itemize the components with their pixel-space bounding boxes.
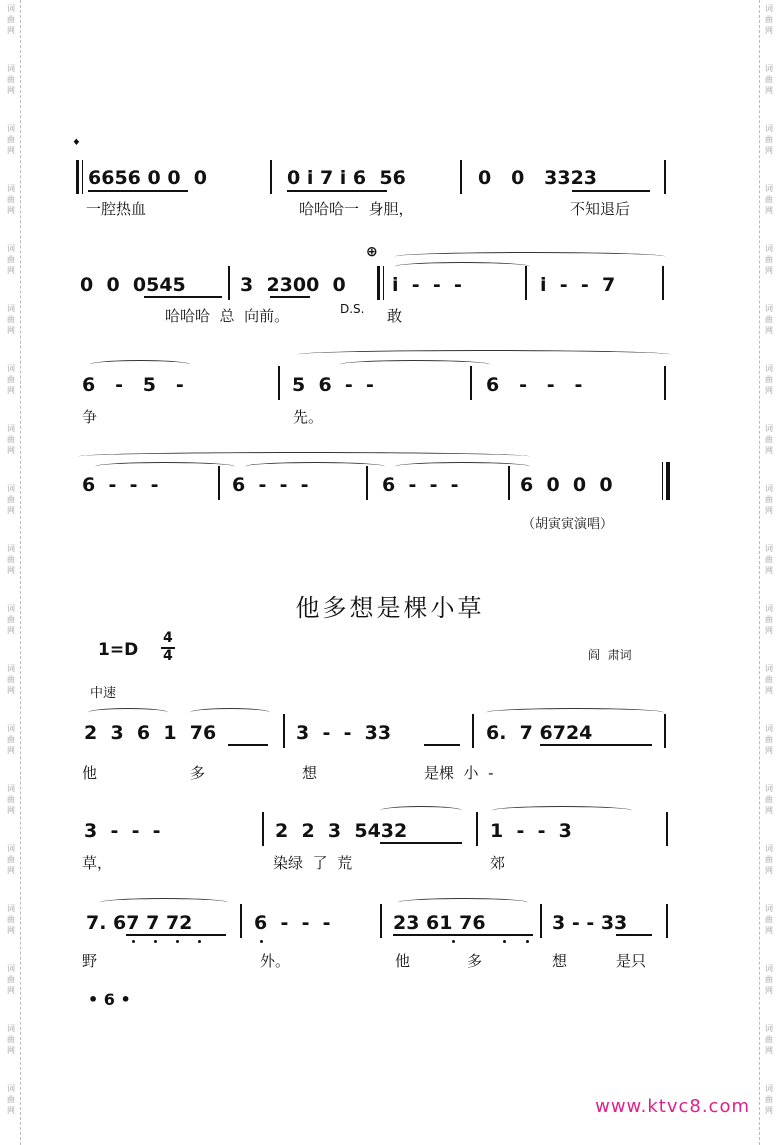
barline xyxy=(476,812,478,846)
margin-watermark-glyph: 词 xyxy=(765,424,773,433)
margin-watermark-glyph: 曲 xyxy=(7,855,15,864)
barline xyxy=(262,812,264,846)
measure-notes: 7. 67 7 72 xyxy=(86,912,193,934)
margin-watermark-glyph: 词 xyxy=(765,484,773,493)
beam-line xyxy=(380,842,462,844)
margin-watermark-glyph: 曲 xyxy=(7,375,15,384)
tie-arc xyxy=(95,462,235,471)
margin-watermark-glyph: 曲 xyxy=(7,615,15,624)
tie-arc xyxy=(88,708,168,717)
low-octave-dot xyxy=(198,940,201,943)
margin-watermark-glyph: 曲 xyxy=(765,975,773,984)
margin-watermark-glyph: 曲 xyxy=(765,255,773,264)
beam-line xyxy=(126,934,226,936)
lyric: 想 xyxy=(302,764,318,782)
margin-watermark-glyph: 词 xyxy=(7,484,15,493)
margin-watermark-glyph: 曲 xyxy=(7,135,15,144)
tie-arc xyxy=(395,262,530,271)
low-octave-dot xyxy=(154,940,157,943)
margin-watermark-glyph: 曲 xyxy=(765,75,773,84)
dal-segno-mark: D.S. xyxy=(340,302,365,316)
margin-watermark-glyph: 网 xyxy=(765,626,773,635)
measure-notes: 0 0 0545 xyxy=(80,274,186,296)
margin-watermark-glyph: 词 xyxy=(765,544,773,553)
margin-watermark-glyph: 词 xyxy=(7,244,15,253)
beam-line xyxy=(144,296,222,298)
tie-arc xyxy=(395,252,665,261)
barline xyxy=(664,160,666,194)
barline xyxy=(666,812,668,846)
lyric: 多 xyxy=(190,764,206,782)
margin-watermark-glyph: 词 xyxy=(7,904,15,913)
time-signature-top: 4 xyxy=(163,630,173,646)
lyric: 敢 xyxy=(387,307,403,325)
margin-watermark-glyph: 网 xyxy=(765,1106,773,1115)
segno-mark: 𝄌 xyxy=(74,137,79,153)
barline xyxy=(460,160,462,194)
measure-notes: 6 0 0 0 xyxy=(520,474,613,496)
beam-line xyxy=(287,190,387,192)
page-number: • 6 • xyxy=(88,990,131,1009)
measure-notes: 3 2300 0 xyxy=(240,274,346,296)
margin-watermark-glyph: 曲 xyxy=(765,435,773,444)
margin-watermark-glyph: 网 xyxy=(765,146,773,155)
margin-watermark-glyph: 词 xyxy=(7,364,15,373)
tie-arc xyxy=(340,360,490,369)
margin-watermark-glyph: 网 xyxy=(765,326,773,335)
measure-notes: 6 - - - xyxy=(254,912,331,934)
margin-watermark-glyph: 网 xyxy=(765,26,773,35)
margin-watermark-glyph: 曲 xyxy=(7,915,15,924)
margin-watermark-glyph: 网 xyxy=(7,146,15,155)
coda-mark: ⊕ xyxy=(366,244,378,260)
margin-watermark-glyph: 曲 xyxy=(7,735,15,744)
lyric: 哈哈哈 总 向前。 xyxy=(165,307,290,325)
measure-notes: 3 - - - xyxy=(84,820,161,842)
measure-notes: 6 - - - xyxy=(232,474,309,496)
margin-watermark-glyph: 曲 xyxy=(7,795,15,804)
beam-line xyxy=(228,744,268,746)
margin-watermark-glyph: 曲 xyxy=(765,855,773,864)
margin-watermark-glyph: 词 xyxy=(7,1084,15,1093)
lyric: 争 xyxy=(82,408,98,426)
barline xyxy=(508,466,510,500)
double-barline xyxy=(377,266,380,300)
low-octave-dot xyxy=(260,940,263,943)
measure-notes: i - - - xyxy=(392,274,462,296)
key-signature: 1=D xyxy=(98,640,139,660)
margin-watermark-glyph: 曲 xyxy=(765,15,773,24)
site-url-text: www.ktvc8.com xyxy=(595,1096,750,1117)
margin-watermark-glyph: 曲 xyxy=(765,615,773,624)
margin-watermark-glyph: 网 xyxy=(7,566,15,575)
barline xyxy=(380,904,382,938)
barline xyxy=(366,466,368,500)
repeat-start-thin-bar xyxy=(82,160,83,194)
margin-watermark-glyph: 词 xyxy=(765,904,773,913)
barline xyxy=(472,714,474,748)
margin-watermark-glyph: 网 xyxy=(7,866,15,875)
margin-watermark-glyph: 曲 xyxy=(765,135,773,144)
measure-notes: 6 - - - xyxy=(82,474,159,496)
lyricist-credit: 阎 肃词 xyxy=(588,648,632,662)
margin-watermark-glyph: 曲 xyxy=(765,195,773,204)
margin-watermark-glyph: 网 xyxy=(7,806,15,815)
beam-line xyxy=(424,744,460,746)
final-barline-thin xyxy=(662,462,663,500)
lyric: 郊 xyxy=(490,854,506,872)
barline xyxy=(470,366,472,400)
beam-line xyxy=(540,744,652,746)
tie-arc xyxy=(90,360,190,369)
margin-watermark-glyph: 词 xyxy=(7,724,15,733)
measure-1-notes: 6656 0 0 0 xyxy=(88,167,208,189)
measure-notes: 23 61 76 xyxy=(393,912,486,934)
margin-watermark-glyph: 曲 xyxy=(7,15,15,24)
tie-arc xyxy=(245,462,385,471)
lyric: 是棵 小 - xyxy=(424,764,494,782)
measure-notes: 5 6 - - xyxy=(292,374,374,396)
tempo-marking: 中速 xyxy=(90,686,117,701)
margin-watermark-glyph: 曲 xyxy=(765,675,773,684)
margin-watermark-glyph: 网 xyxy=(765,926,773,935)
margin-watermark-glyph: 词 xyxy=(7,1024,15,1033)
margin-watermark-glyph: 词 xyxy=(7,784,15,793)
margin-watermark-glyph: 曲 xyxy=(7,555,15,564)
margin-watermark-glyph: 词 xyxy=(7,4,15,13)
margin-watermark-glyph: 网 xyxy=(765,1046,773,1055)
margin-watermark-glyph: 词 xyxy=(7,664,15,673)
beam-line xyxy=(616,934,652,936)
margin-watermark-glyph: 网 xyxy=(7,1046,15,1055)
margin-watermark-glyph: 曲 xyxy=(765,735,773,744)
measure-notes: 3 - - 33 xyxy=(552,912,628,934)
lyric: 他 xyxy=(82,764,98,782)
margin-watermark-glyph: 网 xyxy=(765,206,773,215)
final-barline-thick xyxy=(666,462,670,500)
margin-watermark-glyph: 网 xyxy=(7,746,15,755)
margin-watermark-glyph: 词 xyxy=(765,244,773,253)
margin-watermark-glyph: 词 xyxy=(765,604,773,613)
barline xyxy=(664,714,666,748)
margin-watermark-glyph: 词 xyxy=(765,124,773,133)
margin-watermark-glyph: 网 xyxy=(765,686,773,695)
margin-watermark-glyph: 词 xyxy=(7,184,15,193)
low-octave-dot xyxy=(452,940,455,943)
margin-watermark-glyph: 词 xyxy=(765,844,773,853)
margin-watermark-glyph: 曲 xyxy=(765,915,773,924)
margin-watermark-glyph: 词 xyxy=(7,544,15,553)
margin-watermark-glyph: 曲 xyxy=(7,255,15,264)
lyric: 外。 xyxy=(260,952,291,970)
margin-watermark-glyph: 网 xyxy=(765,866,773,875)
measure-notes: 3 - - 33 xyxy=(296,722,392,744)
margin-watermark-glyph: 网 xyxy=(7,26,15,35)
margin-watermark-glyph: 曲 xyxy=(7,975,15,984)
song-title: 他多想是棵小草 xyxy=(295,594,485,622)
margin-watermark-glyph: 词 xyxy=(7,124,15,133)
margin-watermark-glyph: 网 xyxy=(7,626,15,635)
margin-watermark-glyph: 词 xyxy=(7,964,15,973)
margin-watermark-glyph: 网 xyxy=(7,986,15,995)
margin-watermark-glyph: 曲 xyxy=(765,555,773,564)
margin-watermark-glyph: 词 xyxy=(765,1024,773,1033)
barline xyxy=(240,904,242,938)
margin-watermark-glyph: 网 xyxy=(765,386,773,395)
beam-line xyxy=(270,296,310,298)
measure-notes: 6 - 5 - xyxy=(82,374,184,396)
margin-watermark-glyph: 网 xyxy=(765,986,773,995)
margin-watermark-glyph: 词 xyxy=(765,664,773,673)
margin-watermark-glyph: 曲 xyxy=(765,1035,773,1044)
margin-watermark-glyph: 网 xyxy=(765,566,773,575)
margin-watermark-glyph: 网 xyxy=(7,326,15,335)
lyric: 想 xyxy=(552,952,568,970)
tie-arc xyxy=(100,898,228,907)
margin-watermark-glyph: 词 xyxy=(765,724,773,733)
lyric: 先。 xyxy=(293,408,324,426)
margin-watermark-glyph: 词 xyxy=(765,184,773,193)
tie-arc xyxy=(190,708,270,717)
lyric: 染绿 了 荒 xyxy=(273,854,353,872)
margin-watermark-glyph: 词 xyxy=(765,364,773,373)
measure-notes: 6. 7 6724 xyxy=(486,722,593,744)
margin-watermark-glyph: 词 xyxy=(765,964,773,973)
margin-watermark-glyph: 网 xyxy=(7,1106,15,1115)
repeat-start-bar xyxy=(76,160,79,194)
margin-watermark-glyph: 网 xyxy=(7,926,15,935)
margin-watermark-glyph: 网 xyxy=(7,386,15,395)
margin-watermark-glyph: 词 xyxy=(7,844,15,853)
margin-watermark-glyph: 曲 xyxy=(7,315,15,324)
margin-watermark-glyph: 词 xyxy=(765,304,773,313)
lyric: 一腔热血 xyxy=(86,200,147,218)
margin-watermark-glyph: 曲 xyxy=(765,1095,773,1104)
margin-watermark-glyph: 曲 xyxy=(765,375,773,384)
margin-watermark-glyph: 网 xyxy=(765,86,773,95)
barline xyxy=(666,904,668,938)
measure-3-notes: 0 0 3323 xyxy=(478,167,598,189)
lyric: 哈哈哈一 身胆， xyxy=(299,200,414,218)
measure-notes: 6 - - - xyxy=(486,374,583,396)
margin-watermark-glyph: 曲 xyxy=(7,495,15,504)
margin-watermark-glyph: 网 xyxy=(7,446,15,455)
low-octave-dot xyxy=(132,940,135,943)
beam-line xyxy=(572,190,650,192)
tie-arc xyxy=(486,708,664,717)
measure-notes: i - - 7 xyxy=(540,274,616,296)
margin-watermark-glyph: 网 xyxy=(765,506,773,515)
margin-watermark-glyph: 曲 xyxy=(7,675,15,684)
margin-watermark-glyph: 词 xyxy=(765,1084,773,1093)
tie-arc xyxy=(298,350,670,359)
margin-watermark-glyph: 曲 xyxy=(765,315,773,324)
lyric: 草， xyxy=(82,854,113,872)
lyric: 是只 xyxy=(616,952,647,970)
margin-watermark-glyph: 曲 xyxy=(765,495,773,504)
margin-watermark-glyph: 网 xyxy=(7,686,15,695)
barline xyxy=(218,466,220,500)
margin-watermark-glyph: 网 xyxy=(7,266,15,275)
margin-watermark-glyph: 曲 xyxy=(7,435,15,444)
low-octave-dot xyxy=(526,940,529,943)
margin-watermark-glyph: 网 xyxy=(7,86,15,95)
margin-watermark-glyph: 词 xyxy=(7,604,15,613)
barline xyxy=(283,714,285,748)
lyric: 他 xyxy=(395,952,411,970)
measure-notes: 6 - - - xyxy=(382,474,459,496)
barline xyxy=(228,266,230,300)
beam-line xyxy=(88,190,188,192)
tie-arc xyxy=(78,452,530,461)
time-signature-bottom: 4 xyxy=(163,648,173,664)
margin-watermark-glyph: 词 xyxy=(765,784,773,793)
lyric: 不知退后 xyxy=(570,200,631,218)
lyric: 多 xyxy=(467,952,483,970)
lyric: 野 xyxy=(82,952,98,970)
measure-2-notes: 0 i 7 i 6 56 xyxy=(287,167,406,189)
measure-notes: 2 2 3 5432 xyxy=(275,820,408,842)
margin-watermark-glyph: 词 xyxy=(7,424,15,433)
measure-notes: 1 - - 3 xyxy=(490,820,572,842)
margin-watermark-glyph: 词 xyxy=(765,4,773,13)
performer-credit: （胡寅寅演唱） xyxy=(522,517,614,532)
margin-watermark-glyph: 曲 xyxy=(7,1035,15,1044)
margin-watermark-glyph: 词 xyxy=(7,64,15,73)
margin-watermark-glyph: 曲 xyxy=(7,1095,15,1104)
barline xyxy=(525,266,527,300)
tie-arc xyxy=(398,898,528,907)
margin-watermark-glyph: 网 xyxy=(765,446,773,455)
barline xyxy=(278,366,280,400)
beam-line xyxy=(393,934,533,936)
margin-watermark-glyph: 网 xyxy=(7,506,15,515)
site-watermark xyxy=(595,1096,750,1117)
margin-watermark-glyph: 网 xyxy=(765,806,773,815)
double-barline-thin xyxy=(383,266,384,300)
tie-arc xyxy=(492,806,632,815)
barline xyxy=(664,366,666,400)
margin-watermark-glyph: 词 xyxy=(765,64,773,73)
measure-notes: 2 3 6 1 76 xyxy=(84,722,217,744)
margin-watermark-glyph: 词 xyxy=(7,304,15,313)
barline xyxy=(270,160,272,194)
margin-watermark-glyph: 网 xyxy=(765,266,773,275)
tie-arc xyxy=(380,806,462,815)
margin-watermark-glyph: 曲 xyxy=(7,75,15,84)
margin-watermark-glyph: 网 xyxy=(7,206,15,215)
margin-watermark-glyph: 曲 xyxy=(7,195,15,204)
margin-watermark-glyph: 网 xyxy=(765,746,773,755)
barline xyxy=(662,266,664,300)
barline xyxy=(540,904,542,938)
margin-watermark-glyph: 曲 xyxy=(765,795,773,804)
low-octave-dot xyxy=(176,940,179,943)
low-octave-dot xyxy=(503,940,506,943)
